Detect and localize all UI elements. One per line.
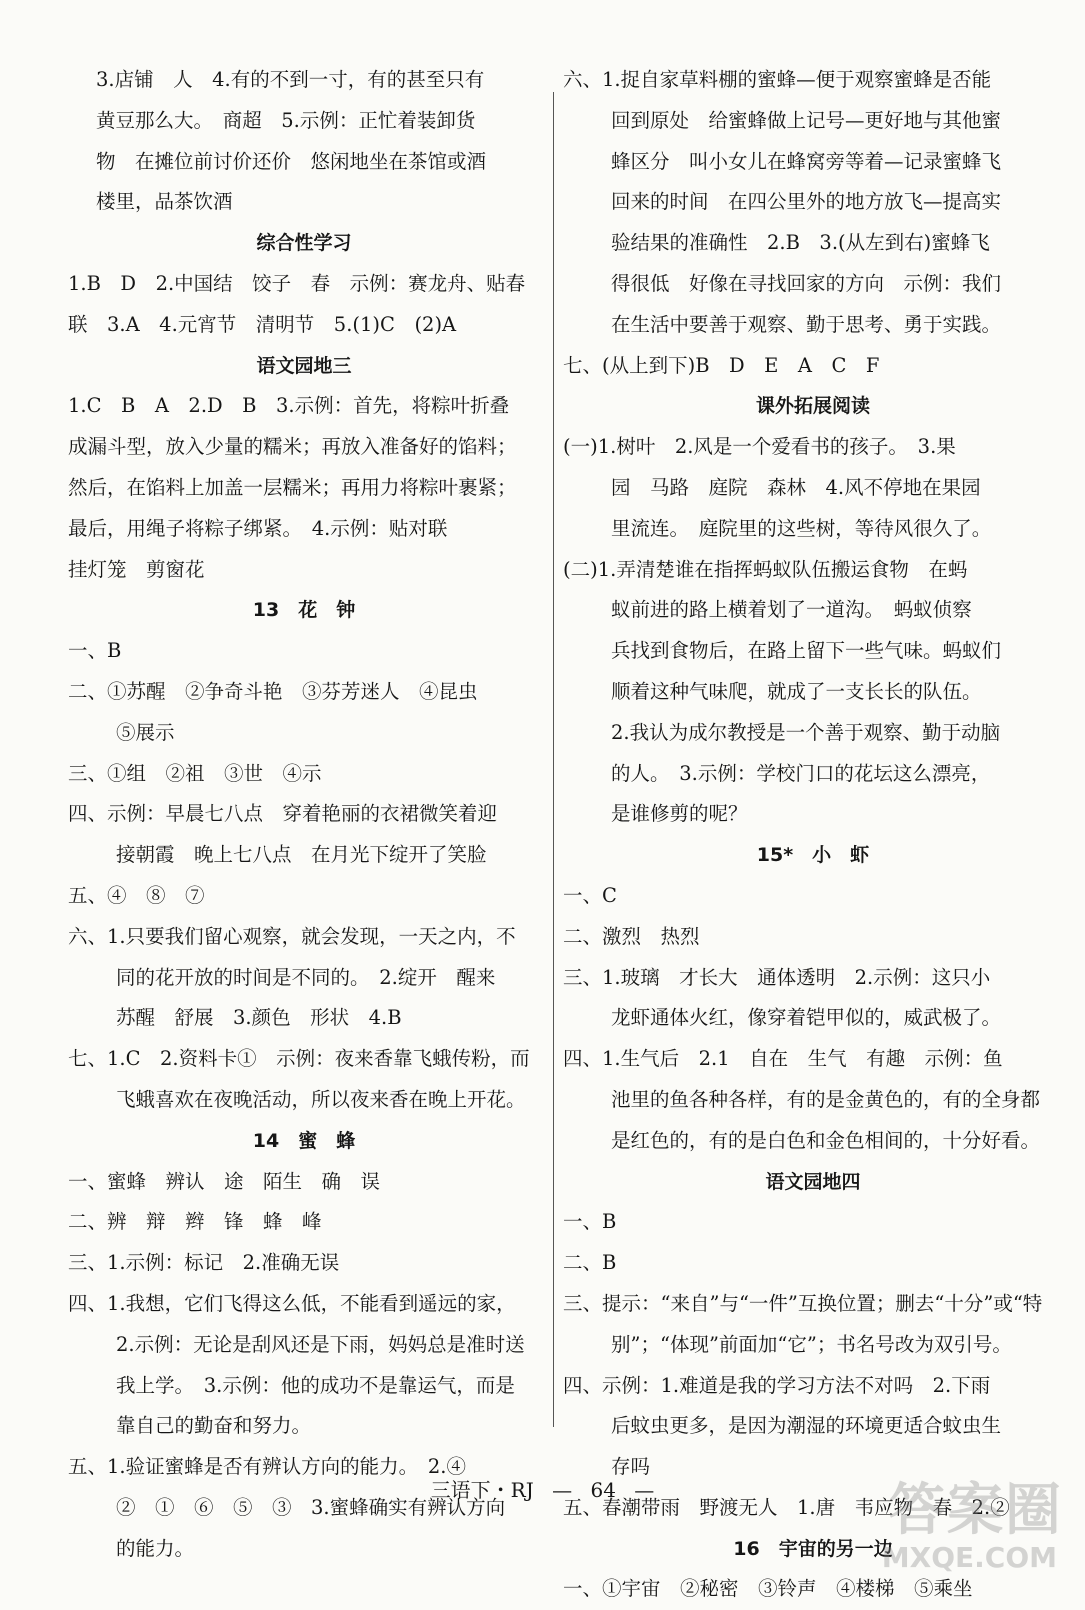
text-line: 苏醒 舒展 3.颜色 形状 4.B [116, 1006, 402, 1030]
text-line: 得很低 好像在寻找回家的方向 示例：我们 [611, 271, 1002, 295]
text-line: 飞蛾喜欢在夜晚活动，所以夜来香在晚上开花。 [116, 1087, 526, 1111]
section-heading: 15* 小 虾 [756, 844, 870, 867]
text-line: 四、示例：1.难道是我的学习方法不对吗 2.下雨 [563, 1373, 991, 1397]
column-divider [553, 92, 554, 1427]
text-line: 一、蜜蜂 辨认 途 陌生 确 误 [68, 1169, 381, 1193]
text-line: 是红色的，有的是白色和金色相间的，十分好看。 [611, 1128, 1041, 1152]
footer-dash-left: — [552, 1478, 573, 1502]
text-line: 的能力。 [116, 1536, 195, 1560]
left-column [68, 60, 550, 1569]
text-line: 三、1.玻璃 才长大 通体透明 2.示例：这只小 [563, 965, 991, 989]
text-line: 回到原处 给蜜蜂做上记号—更好地与其他蜜 [611, 108, 1002, 132]
text-line: 池里的鱼各种各样，有的是金黄色的，有的全身都 [611, 1087, 1041, 1111]
text-line: 里流连。 庭院里的这些树，等待风很久了。 [611, 516, 992, 540]
text-line: 兵找到食物后，在路上留下一些气味。蚂蚁们 [611, 639, 1002, 663]
section-heading: 综合性学习 [256, 232, 352, 255]
text-line: ② ① ⑥ ⑤ ③ 3.蜜蜂确实有辨认方向 [116, 1495, 506, 1519]
text-line: 四、1.我想，它们飞得这么低，不能看到遥远的家， [68, 1291, 516, 1315]
text-line: 三、1.示例：标记 2.准确无误 [68, 1251, 340, 1275]
footer-label: 三语下・RJ [430, 1478, 534, 1502]
text-line: 同的花开放的时间是不同的。 2.绽开 醒来 [116, 965, 496, 989]
text-line: 2.示例：无论是刮风还是下雨，妈妈总是准时送 [116, 1332, 525, 1356]
text-line: 五、1.验证蜜蜂是否有辨认方向的能力。 2.④ [68, 1455, 466, 1479]
text-line: 后蚊虫更多，是因为潮湿的环境更适合蚊虫生 [611, 1414, 1002, 1438]
text-line: 六、1.捉自家草料棚的蜜蜂—便于观察蜜蜂是否能 [563, 68, 992, 91]
text-line: 龙虾通体火红，像穿着铠甲似的，威武极了。 [611, 1006, 1002, 1030]
section-heading: 14 蜜 蜂 [252, 1129, 356, 1152]
text-line: 的人。 3.示例：学校门口的花坛这么漂亮， [611, 761, 991, 785]
text-line: 一、①宇宙 ②秘密 ③铃声 ④楼梯 ⑤乘坐 [563, 1577, 973, 1601]
text-line: 黄豆那么大。 商超 5.示例：正忙着装卸货 [96, 108, 476, 132]
text-line: 联 3.A 4.元宵节 清明节 5.(1)C (2)A [68, 312, 457, 336]
section-heading: 课外拓展阅读 [755, 395, 870, 418]
text-line: 六、1.只要我们留心观察，就会发现，一天之内，不 [68, 924, 516, 948]
right-column [563, 60, 1063, 1610]
text-line: 楼里，品茶饮酒 [96, 190, 233, 214]
text-line: 在生活中要善于观察、勤于思考、勇于实践。 [611, 312, 1002, 336]
text-line: 蜂区分 叫小女儿在蜂窝旁等着—记录蜜蜂飞 [611, 149, 1002, 173]
text-line: 五、④ ⑧ ⑦ [68, 883, 205, 907]
text-line: 物 在摊位前讨价还价 悠闲地坐在茶馆或酒 [96, 149, 487, 173]
text-line: 验结果的准确性 2.B 3.(从左到右)蜜蜂飞 [611, 231, 990, 255]
footer-dash-right: — [634, 1478, 655, 1502]
section-heading: 13 花 钟 [252, 599, 356, 622]
text-line: 一、B [68, 639, 122, 663]
text-line: 七、(从上到下)B D E A C F [563, 353, 880, 377]
page-number: 64 [590, 1478, 616, 1502]
watermark [833, 1466, 1063, 1576]
text-line: 二、B [563, 1251, 617, 1275]
text-line: 二、①苏醒 ②争奇斗艳 ③芬芳迷人 ④昆虫 [68, 679, 478, 703]
section-heading: 语文园地四 [765, 1170, 861, 1193]
watermark-url: MXQE.COM [881, 1541, 1057, 1574]
text-line: 1.C B A 2.D B 3.示例：首先，将粽叶折叠 [68, 394, 510, 418]
text-line: (一)1.树叶 2.风是一个爱看书的孩子。 3.果 [563, 435, 956, 459]
text-line: 四、1.生气后 2.1 自在 生气 有趣 示例：鱼 [563, 1047, 1003, 1071]
text-line: 成漏斗型，放入少量的糯米；再放入准备好的馅料； [68, 435, 517, 459]
watermark-logo-text: 答案圈 [889, 1478, 1063, 1543]
text-line: 五、春潮带雨 野渡无人 1.唐 韦应物 春 2.② [563, 1495, 1010, 1519]
text-line: 我上学。 3.示例：他的成功不是靠运气，而是 [116, 1373, 515, 1397]
text-line: 四、示例：早晨七八点 穿着艳丽的衣裙微笑着迎 [68, 802, 498, 826]
section-heading: 16 宇宙的另一边 [733, 1537, 893, 1560]
text-line: 回来的时间 在四公里外的地方放飞—提高实 [611, 190, 1002, 214]
text-line: 二、激烈 热烈 [563, 924, 700, 948]
text-line: 一、C [563, 883, 617, 907]
text-line: 存吗 [611, 1455, 651, 1479]
text-line: 蚁前进的路上横着划了一道沟。 蚂蚁侦察 [611, 598, 972, 622]
text-line: ⑤展示 [116, 720, 175, 744]
text-line: 二、辨 辩 辫 锋 蜂 峰 [68, 1210, 322, 1234]
section-heading: 语文园地三 [256, 354, 352, 377]
text-line: 顺着这种气味爬，就成了一支长长的队伍。 [611, 679, 982, 703]
text-line: 接朝霞 晚上七八点 在月光下绽开了笑脸 [116, 843, 487, 867]
text-line: 挂灯笼 剪窗花 [68, 557, 205, 581]
text-line: 是谁修剪的呢？ [611, 802, 748, 826]
text-line: 三、①组 ②祖 ③世 ④示 [68, 761, 322, 785]
text-line: 最后，用绳子将粽子绑紧。 4.示例：贴对联 [68, 516, 448, 540]
text-line: 3.店铺 人 4.有的不到一寸，有的甚至只有 [96, 68, 485, 91]
text-line: 1.B D 2.中国结 饺子 春 示例：赛龙舟、贴春 [68, 271, 526, 295]
text-line: 2.我认为成尔教授是一个善于观察、勤于动脑 [611, 720, 1001, 744]
text-line: 七、1.C 2.资料卡① 示例：夜来香靠飞蛾传粉，而 [68, 1047, 530, 1071]
text-line: 园 马路 庭院 森林 4.风不停地在果园 [611, 475, 981, 499]
text-line: 三、提示：“来自”与“一件”互换位置；删去“十分”或“特 [563, 1291, 1043, 1315]
text-line: 靠自己的勤奋和努力。 [116, 1414, 312, 1438]
text-line: 然后，在馅料上加盖一层糯米；再用力将粽叶裹紧； [68, 475, 517, 499]
text-line: 别”；“体现”前面加“它”；书名号改为双引号。 [611, 1332, 1012, 1356]
text-line: 一、B [563, 1210, 617, 1234]
text-line: (二)1.弄清楚谁在指挥蚂蚁队伍搬运食物 在蚂 [563, 557, 968, 581]
